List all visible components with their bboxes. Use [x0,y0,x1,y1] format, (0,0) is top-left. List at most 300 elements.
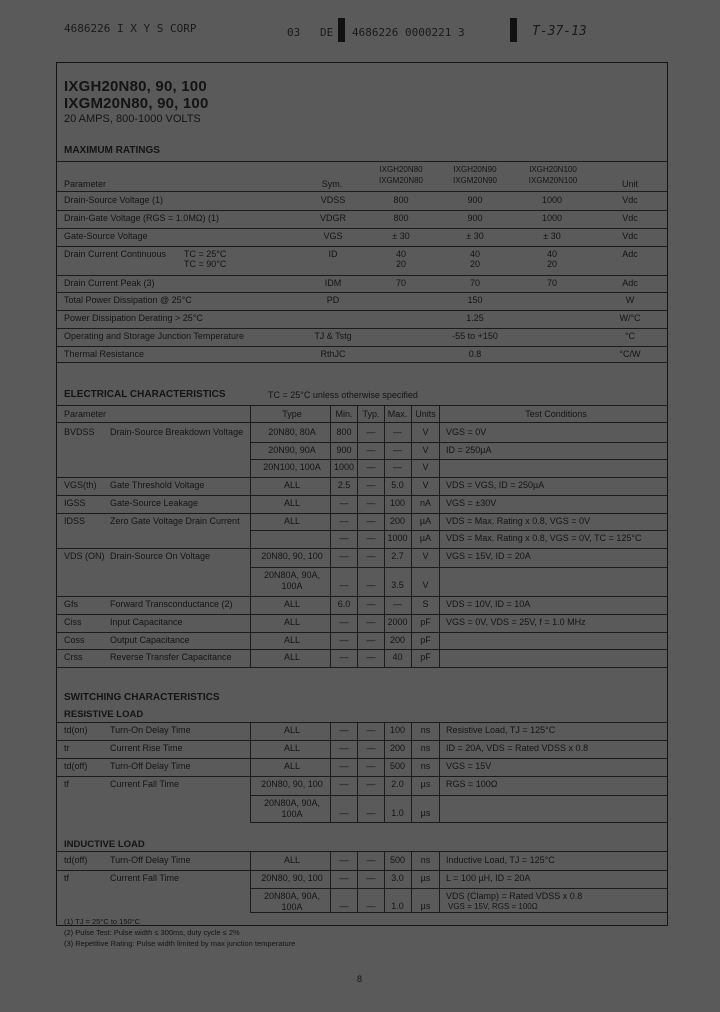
row-condition: VGS = 0V, VDS = 25V, f = 1.0 MHz [446,617,586,627]
rating-param: Drain Current Continuous [64,249,167,259]
row-rule [250,649,667,650]
row-typ: — [366,533,376,543]
row-max: 1.0 [391,901,404,911]
electrical-col-header: Typ. [362,409,380,419]
row-condition: VDS = Max. Rating x 0.8, VGS = 0V [446,516,591,526]
rating-value: 20 [469,259,480,269]
header-code-4: T-37-13 [532,24,587,39]
rating-unit: Vdc [622,195,638,205]
row-type: ALL [283,599,300,609]
row-min: — [339,498,349,508]
header-code-3: 4686226 0000221 3 [352,26,465,39]
row-max: — [393,427,402,437]
column-rule [439,851,440,912]
rating-sym: RthJC [320,349,346,359]
row-unit: V [422,462,429,472]
row-rule [250,740,667,741]
row-typ: — [366,725,376,735]
rule [57,161,667,162]
title-line-2: IXGM20N80, 90, 100 [64,95,209,112]
col-group-3b: IXGM20N100 [528,176,578,185]
row-max: 3.0 [391,873,404,883]
row-symbol: Crss [64,652,83,662]
row-rule [250,822,667,823]
rating-param: Gate-Source Voltage [64,231,148,241]
rating-param: Operating and Storage Junction Temperature [64,331,244,341]
row-type: ALL [283,635,300,645]
rating-unit: °C/W [619,349,641,359]
row-max: 2.0 [391,779,404,789]
row-rule [250,795,667,796]
rating-value: 20 [546,259,557,269]
row-rule [57,405,667,406]
row-parameter: Current Rise Time [110,743,183,753]
column-rule [384,405,385,667]
rating-param: Power Dissipation Derating > 25°C [64,313,203,323]
column-rule [357,405,358,667]
row-rule [57,649,250,650]
row-typ: — [366,855,376,865]
row-min: — [339,808,349,818]
row-min: — [339,855,349,865]
rating-cond: TC = 90°C [184,259,227,269]
row-parameter: Current Fall Time [110,779,180,789]
row-condition: Inductive Load, TJ = 125°C [446,855,555,865]
rating-value: 70 [546,278,557,288]
row-min: — [339,551,349,561]
row-condition: VDS (Clamp) = Rated VDSS x 0.8 [446,891,583,901]
row-unit: ns [420,761,431,771]
row-rule [57,292,667,293]
rating-param: Drain-Source Voltage (1) [64,195,164,205]
row-condition: VGS = 0V [446,427,487,437]
rating-value: 150 [467,295,483,305]
row-symbol: VDS (ON) [64,551,105,561]
row-min: — [339,743,349,753]
row-unit: V [422,480,429,490]
row-unit: µs [420,808,431,818]
column-rule [330,405,331,667]
row-max: 2.7 [391,551,404,561]
row-unit: µs [420,873,431,883]
header-left: 4686226 I X Y S CORP [64,22,197,35]
rating-value: 40 [469,249,480,259]
row-min: — [339,873,349,883]
row-unit: nA [419,498,431,508]
row-parameter: Gate-Source Leakage [110,498,199,508]
row-parameter: Turn-On Delay Time [110,725,191,735]
row-type: ALL [283,652,300,662]
row-rule [250,870,667,871]
row-rule [250,477,667,478]
row-rule [57,776,250,777]
row-type: 20N80A, 90A, 100A [263,798,321,819]
row-min: — [339,725,349,735]
row-symbol: tf [64,873,70,883]
row-parameter: Output Capacitance [110,635,190,645]
row-rule [57,210,667,211]
rating-sym: IDM [324,278,342,288]
row-min: — [339,635,349,645]
row-typ: — [366,873,376,883]
row-symbol: Ciss [64,617,82,627]
row-type: 20N80, 90, 100 [261,551,323,561]
row-condition: L = 100 µH, ID = 20A [446,873,531,883]
row-rule [57,632,250,633]
row-min: — [339,533,349,543]
row-typ: — [366,779,376,789]
rating-param: Drain-Gate Voltage (RGS = 1.0MΩ) (1) [64,213,220,223]
rating-value: 1000 [541,195,563,205]
row-condition: VGS = 15V [446,761,492,771]
row-type: 20N80A, 90A, 100A [263,570,321,591]
rating-sym: PD [326,295,340,305]
rating-value: 800 [393,213,409,223]
row-type: 20N80A, 90A, 100A [263,891,321,912]
header-bar-mark-2 [510,18,517,42]
rating-unit: Adc [622,249,638,259]
rating-unit: Vdc [622,213,638,223]
row-symbol: td(off) [64,761,88,771]
row-min: — [339,652,349,662]
row-unit: µA [419,516,432,526]
row-rule [57,495,250,496]
max-ratings-heading: MAXIMUM RATINGS [64,145,160,156]
column-rule [411,851,412,912]
row-rule [57,870,250,871]
electrical-col-header: Test Conditions [525,409,587,419]
header-code-1: 03 [287,26,301,39]
row-unit: pF [420,635,431,645]
row-rule [250,776,667,777]
header-code-2: DE [320,26,334,39]
row-rule [57,614,250,615]
col-group-3a: IXGH20N100 [529,165,577,174]
rating-unit: °C [624,331,636,341]
row-symbol: td(off) [64,855,88,865]
row-typ: — [366,580,376,590]
page-number: 8 [357,974,363,984]
resistive-load-heading: RESISTIVE LOAD [64,709,144,720]
row-rule [250,888,667,889]
row-parameter: Input Capacitance [110,617,183,627]
column-rule [250,405,251,667]
title-subtitle: 20 AMPS, 800-1000 VOLTS [64,113,201,125]
row-symbol: VGS(th) [64,480,97,490]
row-unit: µs [420,779,431,789]
row-condition: RGS = 100Ω [446,779,498,789]
rule [57,722,667,723]
rating-value: 40 [546,249,557,259]
rating-value: -55 to +150 [452,331,498,341]
row-max: — [393,599,402,609]
row-rule [57,275,667,276]
electrical-col-header: Type [282,409,302,419]
row-min: 2.5 [337,480,351,490]
row-type: ALL [283,516,300,526]
row-parameter: Gate Threshold Voltage [110,480,205,490]
row-unit: V [422,580,429,590]
row-unit: µA [419,533,432,543]
rule [57,422,667,423]
rating-value: 0.8 [468,349,482,359]
col-group-2a: IXGH20N90 [453,165,497,174]
row-min: 6.0 [337,599,351,609]
row-typ: — [366,599,376,609]
row-condition: VDS = 10V, ID = 10A [446,599,531,609]
row-type: ALL [283,761,300,771]
row-symbol: BVDSS [64,427,95,437]
row-min: — [339,516,349,526]
row-type: ALL [283,498,300,508]
row-rule [57,362,667,363]
row-max: 500 [389,855,406,865]
row-typ: — [366,516,376,526]
column-rule [357,722,358,822]
row-max: 200 [389,516,406,526]
row-symbol: Gfs [64,599,79,609]
column-rule [439,405,440,667]
electrical-col-header: Parameter [64,409,107,419]
rating-value: 900 [467,213,483,223]
footnote-2: (2) Pulse Test: Pulse width ≤ 300ms, duty cycle ≤ 2% [64,928,240,937]
row-min: 900 [336,445,352,455]
rule [57,191,667,192]
row-parameter: Forward Transconductance (2) [110,599,233,609]
rating-unit: Adc [622,278,638,288]
row-typ: — [366,617,376,627]
row-unit: ns [420,725,431,735]
row-symbol: Coss [64,635,85,645]
column-rule [411,722,412,822]
rating-value: ± 30 [392,231,410,241]
row-type: ALL [283,480,300,490]
row-rule [57,740,250,741]
row-type: 20N80, 90, 100 [261,779,323,789]
row-parameter: Turn-Off Delay Time [110,761,191,771]
row-parameter: Drain-Source Breakdown Voltage [110,427,244,437]
row-rule [250,596,667,597]
column-rule [411,405,412,667]
row-rule [57,346,667,347]
footnote-1: (1) TJ = 25°C to 150°C [64,917,141,926]
row-condition: ID = 20A, VDS = Rated VDSS x 0.8 [446,743,589,753]
row-rule [57,758,250,759]
row-typ: — [366,652,376,662]
title-line-1: IXGH20N80, 90, 100 [64,78,207,95]
col-header-parameter: Parameter [64,179,107,189]
column-rule [330,851,331,912]
col-group-2b: IXGM20N90 [452,176,498,185]
row-type: 20N80, 80A [268,427,316,437]
row-unit: ns [420,743,431,753]
rating-value: 1000 [541,213,563,223]
row-max: 5.0 [391,480,404,490]
row-unit: V [422,445,429,455]
row-condition: ID = 250µA [446,445,492,455]
row-unit: pF [420,617,431,627]
col-group-1a: IXGH20N80 [379,165,423,174]
header-bar-mark [338,18,345,42]
row-rule [250,513,667,514]
rating-sym: TJ & Tstg [314,331,352,341]
row-max: 100 [389,498,406,508]
row-unit: V [422,427,429,437]
row-typ: — [366,480,376,490]
row-rule [250,548,667,549]
row-rule [57,310,667,311]
rating-unit: W/°C [619,313,641,323]
column-rule [250,722,251,822]
row-rule [250,530,667,531]
row-unit: pF [420,652,431,662]
row-rule [250,758,667,759]
row-min: 1000 [333,462,355,472]
rating-value: 1.25 [466,313,484,323]
rating-sym: VDSS [320,195,346,205]
row-condition: VGS = 15V, ID = 20A [446,551,531,561]
row-condition: VDS = Max. Rating x 0.8, VGS = 0V, TC = 125°C [446,533,642,543]
row-rule [57,667,667,668]
rating-value: 900 [467,195,483,205]
row-type: ALL [283,855,300,865]
row-type: 20N90, 90A [268,445,316,455]
column-rule [250,851,251,912]
row-max: — [393,462,402,472]
row-max: 500 [389,761,406,771]
row-max: 1.0 [391,808,404,818]
col-group-1b: IXGM20N80 [378,176,424,185]
switching-heading: SWITCHING CHARACTERISTICS [64,692,220,703]
row-rule [57,477,250,478]
row-typ: — [366,445,376,455]
row-max: 200 [389,743,406,753]
electrical-col-header: Units [415,409,436,419]
row-unit: S [422,599,429,609]
row-condition: VDS = VGS, ID = 250µA [446,480,545,490]
electrical-heading-note: TC = 25°C unless otherwise specified [268,390,418,400]
rating-value: ± 30 [466,231,484,241]
rating-value: 70 [395,278,406,288]
rating-param: Thermal Resistance [64,349,145,359]
electrical-heading: ELECTRICAL CHARACTERISTICS [64,389,226,400]
row-rule [250,567,667,568]
rating-value: 20 [395,259,406,269]
row-min: — [339,779,349,789]
row-rule [57,228,667,229]
row-rule [57,513,250,514]
row-parameter: Reverse Transfer Capacitance [110,652,232,662]
row-parameter: Turn-Off Delay Time [110,855,191,865]
row-max: 1000 [387,533,408,543]
column-rule [384,851,385,912]
row-rule [57,328,667,329]
row-rule [250,442,667,443]
column-rule [330,722,331,822]
rating-param: Drain Current Peak (3) [64,278,155,288]
row-type: ALL [283,617,300,627]
row-symbol: IDSS [64,516,86,526]
row-symbol: tf [64,779,70,789]
row-rule [250,459,667,460]
row-typ: — [366,498,376,508]
row-rule [250,495,667,496]
row-max: 200 [389,635,406,645]
rating-param: Total Power Dissipation @ 25°C [64,295,192,305]
row-typ: — [366,462,376,472]
row-min: — [339,580,349,590]
row-unit: ns [420,855,431,865]
rating-value: 40 [395,249,406,259]
column-rule [384,722,385,822]
row-condition: VGS = ±30V [446,498,497,508]
rating-sym: ID [328,249,338,259]
row-type: 20N100, 100A [263,462,321,472]
row-unit: V [422,551,429,561]
row-rule [250,632,667,633]
inductive-cond-extra: VGS = 15V, RGS = 100Ω [448,902,538,911]
row-min: — [339,617,349,627]
row-rule [57,246,667,247]
row-type: ALL [283,725,300,735]
row-min: — [339,761,349,771]
row-symbol: td(on) [64,725,88,735]
column-rule [357,851,358,912]
row-type: ALL [283,743,300,753]
rating-value: 800 [393,195,409,205]
row-typ: — [366,427,376,437]
row-typ: — [366,901,376,911]
rule [57,851,667,852]
column-rule [439,722,440,822]
row-rule [250,912,667,913]
electrical-col-header: Min. [335,409,353,419]
row-max: 100 [389,725,406,735]
col-header-sym: Sym. [321,179,343,189]
rating-sym: VGS [323,231,343,241]
electrical-col-header: Max. [387,409,408,419]
rating-unit: W [625,295,635,305]
row-typ: — [366,743,376,753]
row-parameter: Current Fall Time [110,873,180,883]
row-symbol: tr [64,743,70,753]
rating-value: 70 [469,278,480,288]
row-typ: — [366,551,376,561]
rating-value: ± 30 [543,231,561,241]
inductive-load-heading: INDUCTIVE LOAD [64,839,145,850]
rating-unit: Vdc [622,231,638,241]
row-min: 800 [336,427,352,437]
row-condition: Resistive Load, TJ = 125°C [446,725,556,735]
rating-sym: VDGR [319,213,346,223]
row-symbol: IGSS [64,498,86,508]
row-min: — [339,901,349,911]
row-unit: µs [420,901,431,911]
footnote-3: (3) Repetitive Rating: Pulse width limited by max junction temperature [64,939,296,948]
rating-cond: TC = 25°C [184,249,227,259]
row-rule [57,596,250,597]
row-typ: — [366,761,376,771]
row-max: 2000 [387,617,408,627]
row-max: 3.5 [391,580,404,590]
row-typ: — [366,808,376,818]
row-type: 20N80, 90, 100 [261,873,323,883]
col-header-unit: Unit [621,179,638,189]
row-rule [250,614,667,615]
row-max: 40 [392,652,403,662]
row-typ: — [366,635,376,645]
row-parameter: Zero Gate Voltage Drain Current [110,516,240,526]
